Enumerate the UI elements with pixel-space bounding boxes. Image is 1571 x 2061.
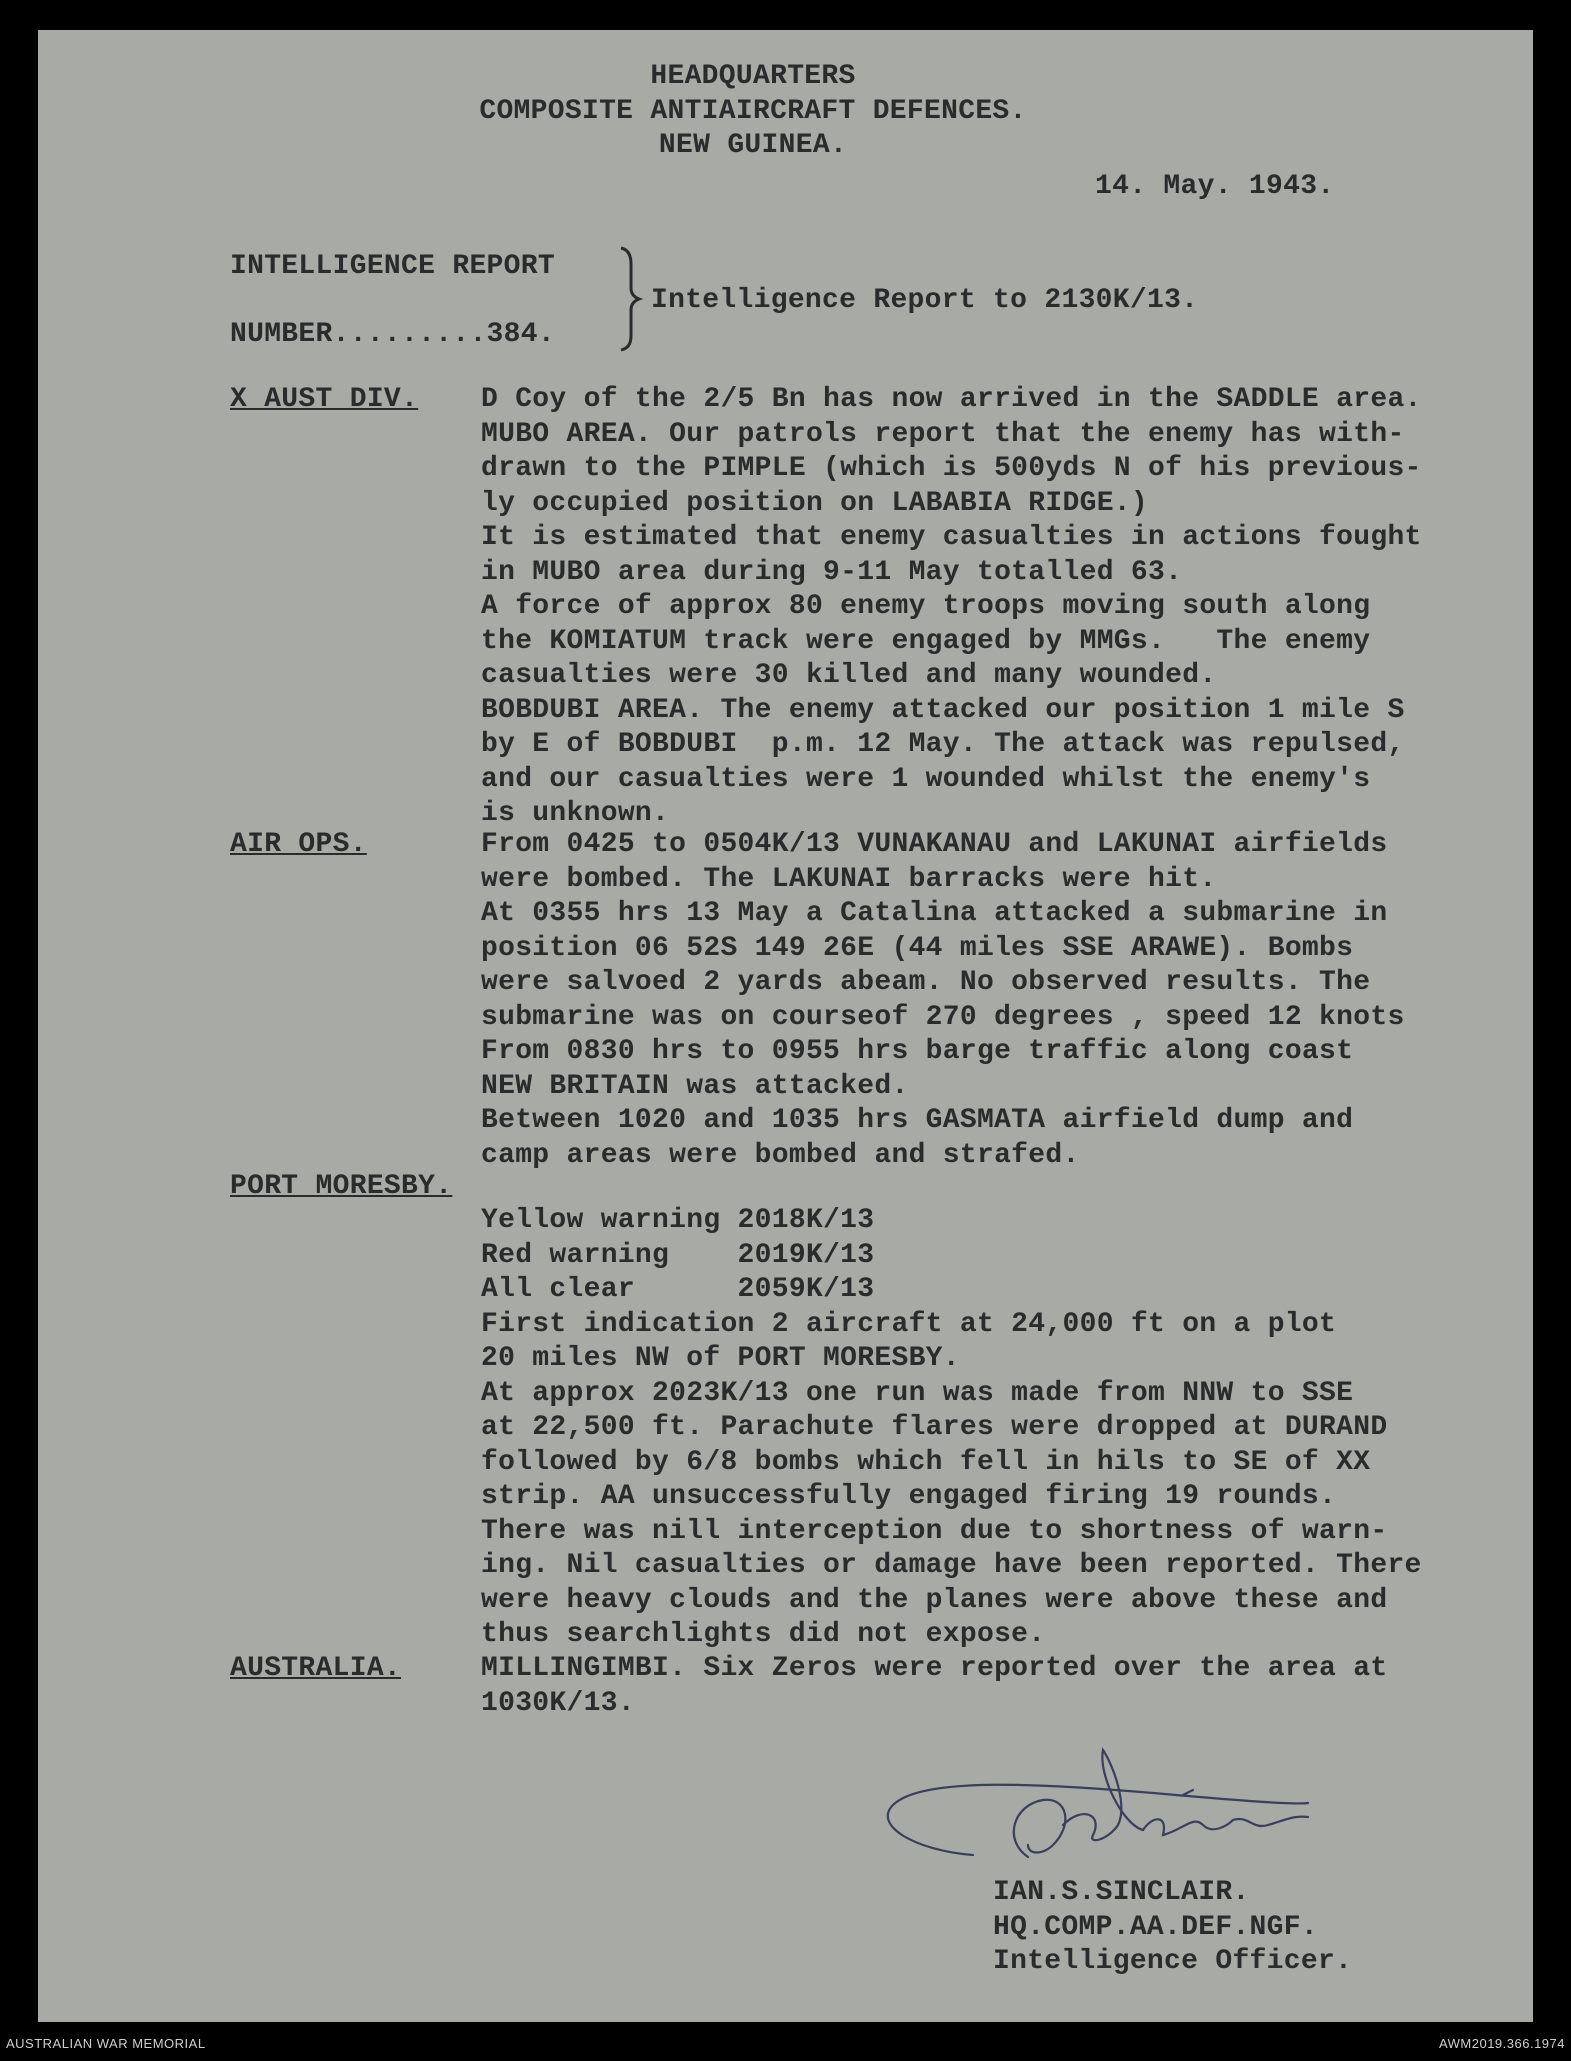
footer-left: AUSTRALIAN WAR MEMORIAL bbox=[6, 2036, 206, 2051]
section-body-australia bbox=[481, 1652, 1387, 1721]
section-heading-air-ops: AIR OPS. bbox=[230, 829, 367, 860]
section-line: were bombed. The LAKUNAI barracks were hit. bbox=[481, 863, 1217, 895]
letterhead-line-2: COMPOSITE ANTIAIRCRAFT DEFENCES. bbox=[479, 95, 1027, 127]
report-label: INTELLIGENCE REPORT bbox=[230, 251, 555, 282]
section-heading-australia: AUSTRALIA. bbox=[230, 1653, 402, 1684]
section-line: is unknown. bbox=[481, 798, 670, 829]
handwritten-signature-icon bbox=[853, 1745, 1323, 1895]
section-body-x-aust-div bbox=[481, 383, 1422, 832]
section-line: followed by 6/8 bombs which fell in hils to SE of XX bbox=[481, 1446, 1371, 1478]
section-line: At 0355 hrs 13 May a Catalina attacked a submarine in bbox=[481, 898, 1388, 929]
section-line: First indication 2 aircraft at 24,000 ft on a plot bbox=[481, 1308, 1337, 1340]
section-line: At approx 2023K/13 one run was made from NNW to SSE bbox=[481, 1377, 1354, 1409]
report-brace-icon bbox=[615, 244, 645, 354]
section-line: were heavy clouds and the planes were above these and bbox=[481, 1584, 1388, 1616]
section-line: camp areas were bombed and strafed. bbox=[481, 1139, 1080, 1171]
section-line: MILLINGIMBI. Six Zeros were reported over the area at bbox=[481, 1653, 1388, 1684]
section-line: casualties were 30 killed and many wounded. bbox=[481, 660, 1217, 691]
section-line: thus searchlights did not expose. bbox=[481, 1619, 1046, 1650]
section-line: by E of BOBDUBI p.m. 12 May. The attack was repulsed, bbox=[481, 729, 1405, 760]
section-line: submarine was on courseof 270 degrees , speed 12 knots bbox=[481, 1001, 1405, 1033]
signature-name: IAN.S.SINCLAIR. bbox=[993, 1877, 1250, 1908]
letterhead bbox=[373, 60, 1133, 164]
section-line: Yellow warning 2018K/13 bbox=[481, 1205, 875, 1236]
section-line: Between 1020 and 1035 hrs GASMATA airfield dump and bbox=[481, 1105, 1354, 1136]
section-line: and our casualties were 1 wounded whilst the enemy's bbox=[481, 763, 1371, 795]
section-line: From 0425 to 0504K/13 VUNAKANAU and LAKUNAI airfields bbox=[481, 829, 1388, 860]
section-line: D Coy of the 2/5 Bn has now arrived in the SADDLE area. bbox=[481, 384, 1422, 415]
section-line: MUBO AREA. Our patrols report that the enemy has with- bbox=[481, 418, 1405, 450]
section-line: ing. Nil casualties or damage have been reported. There bbox=[481, 1550, 1422, 1581]
section-heading-port-moresby: PORT MORESBY. bbox=[230, 1171, 453, 1202]
section-heading-x-aust-div: X AUST DIV. bbox=[230, 384, 419, 415]
signature-block bbox=[993, 1876, 1352, 1980]
section-line: From 0830 hrs to 0955 hrs barge traffic along coast bbox=[481, 1036, 1354, 1067]
section-line: There was nill interception due to shortness of warn- bbox=[481, 1515, 1388, 1547]
section-body-air-ops bbox=[481, 828, 1405, 1173]
report-number: NUMBER.........384. bbox=[230, 319, 555, 350]
section-line: at 22,500 ft. Parachute flares were dropped at DURAND bbox=[481, 1412, 1388, 1443]
footer-right: AWM2019.366.1974 bbox=[1438, 2036, 1565, 2051]
section-line: All clear 2059K/13 bbox=[481, 1274, 875, 1305]
section-line: position 06 52S 149 26E (44 miles SSE ARAWE). Bombs bbox=[481, 932, 1354, 964]
section-line: NEW BRITAIN was attacked. bbox=[481, 1070, 909, 1102]
signature-unit: HQ.COMP.AA.DEF.NGF. bbox=[993, 1911, 1318, 1943]
section-line: ly occupied position on LABABIA RIDGE.) bbox=[481, 487, 1149, 519]
report-subject: Intelligence Report to 2130K/13. bbox=[651, 285, 1199, 316]
section-line: strip. AA unsuccessfully engaged firing 19 rounds. bbox=[481, 1481, 1337, 1512]
document-page bbox=[38, 30, 1533, 2022]
section-line: BOBDUBI AREA. The enemy attacked our position 1 mile S bbox=[481, 694, 1405, 726]
section-line: It is estimated that enemy casualties in actions fought bbox=[481, 522, 1422, 553]
section-line: 1030K/13. bbox=[481, 1687, 635, 1719]
letterhead-line-1: HEADQUARTERS bbox=[650, 61, 856, 92]
section-body-port-moresby bbox=[481, 1204, 1422, 1653]
section-line: drawn to the PIMPLE (which is 500yds N of his previous- bbox=[481, 453, 1422, 484]
section-line: the KOMIATUM track were engaged by MMGs. The enemy bbox=[481, 625, 1371, 657]
section-line: Red warning 2019K/13 bbox=[481, 1239, 875, 1271]
signature-title: Intelligence Officer. bbox=[993, 1946, 1353, 1977]
section-line: 20 miles NW of PORT MORESBY. bbox=[481, 1343, 960, 1374]
section-line: were salvoed 2 yards abeam. No observed results. The bbox=[481, 967, 1371, 998]
section-line: in MUBO area during 9-11 May totalled 63. bbox=[481, 556, 1183, 588]
letterhead-line-3: NEW GUINEA. bbox=[658, 130, 848, 161]
section-line: A force of approx 80 enemy troops moving south along bbox=[481, 591, 1371, 622]
document-date: 14. May. 1943. bbox=[1095, 171, 1335, 202]
